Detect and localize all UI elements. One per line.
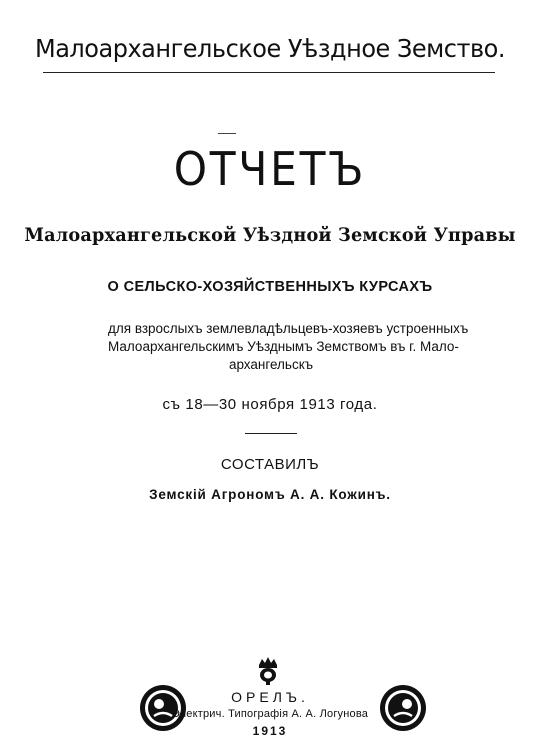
decorative-dash — [218, 133, 236, 134]
imprint-city: ОРЕЛЪ. — [231, 689, 309, 705]
description-line: для взрослыхъ землевладѣльцевъ-хозяевъ устроенныхъ — [108, 321, 469, 336]
report-subtitle: Малоархангельской Уѣздной Земской Управы — [24, 224, 516, 246]
course-dates: съ 18—30 ноября 1913 года. — [162, 396, 378, 413]
imprint-year: 1913 — [252, 724, 288, 738]
imprint-printer: Электрич. Типографія А. А. Логунова — [171, 708, 369, 720]
report-title: ОТЧЕТЪ — [173, 142, 367, 196]
courses-heading: О СЕЛЬСКО-ХОЗЯЙСТВЕННЫХЪ КУРСАХЪ — [107, 279, 433, 295]
zemstvo-header: Малоархангельское Уѣздное Земство. — [34, 34, 506, 63]
description-block — [108, 320, 469, 374]
description-line: архангельскъ — [228, 357, 314, 372]
header-underline — [43, 72, 495, 73]
section-divider — [245, 433, 297, 434]
compiled-by-label: СОСТАВИЛЪ — [220, 456, 320, 473]
crown-emblem-icon — [255, 655, 281, 685]
author-name: Земскій Агрономъ А. А. Кожинъ. — [149, 487, 391, 502]
description-line: Малоархангельскимъ Уѣзднымъ Земствомъ въ г. Мало- — [108, 339, 459, 354]
